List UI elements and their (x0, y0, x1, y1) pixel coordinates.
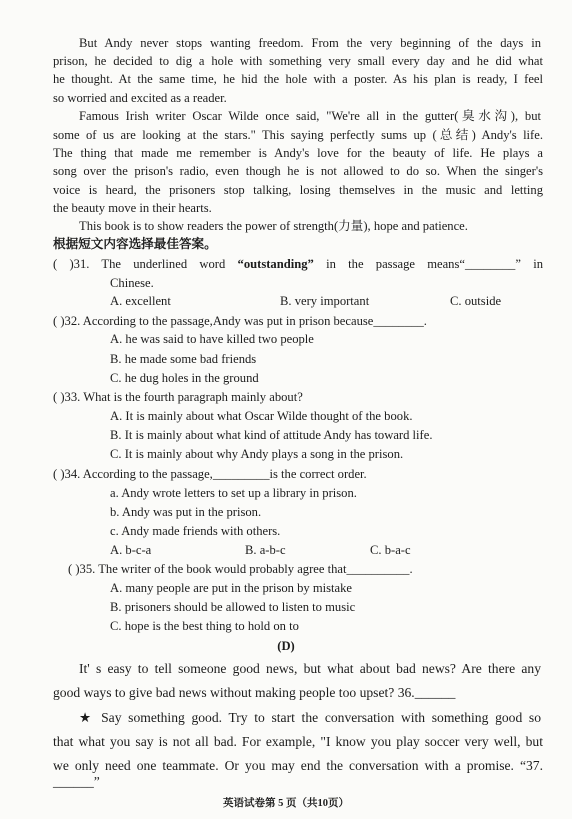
option-a: A. b-c-a (110, 543, 152, 557)
passage-line: we only need one teammate. Or you may end the conversation with a promise. “37. (53, 758, 543, 773)
option-b: B. very important (280, 294, 370, 308)
passage-line: that what you say is not all bad. For example, "I know you play soccer very well, but (53, 734, 543, 749)
option-a: A. It is mainly about what Oscar Wilde thought of the book. (110, 409, 413, 423)
option-c: C. It is mainly about why Andy plays a song in the prison. (110, 447, 404, 461)
option-b: B. a-b-c (245, 543, 286, 557)
passage-line: some of us are looking at the stars." This saying perfectly sums up (总结) Andy's life. (53, 128, 543, 142)
question-35-stem: ( )35. The writer of the book would probably agree that__________. (68, 562, 413, 576)
option-c: C. hope is the best thing to hold on to (110, 619, 299, 633)
event-c: c. Andy made friends with others. (110, 524, 281, 538)
option-a: A. excellent (110, 294, 171, 308)
question-32-stem: ( )32. According to the passage,Andy was put in prison because________. (53, 314, 427, 328)
question-31-stem: ( )31. The underlined word “outstanding” in the passage means“________” in (53, 257, 543, 271)
option-c: C. b-a-c (370, 543, 411, 557)
event-a: a. Andy wrote letters to set up a library in prison. (110, 486, 357, 500)
passage-line: ______” (53, 774, 100, 789)
passage-line: ★ Say something good. Try to start the conversation with something good so (79, 710, 541, 725)
option-a: A. many people are put in the prison by mistake (110, 581, 353, 595)
option-c: C. he dug holes in the ground (110, 371, 259, 385)
passage-line: But Andy never stops wanting freedom. From the very beginning of the days in (79, 36, 541, 50)
passage-line: song over the prison's radio, even though he is not allowed to do so. When the singer's (53, 164, 543, 178)
passage-line: The thing that made me remember is Andy's love for the beauty of life. He plays a (53, 146, 543, 160)
page-footer: 英语试卷第 5 页（共10页） (223, 798, 349, 809)
passage-line: so worried and excited as a reader. (53, 91, 227, 105)
passage-line: good ways to give bad news without making people too upset? 36.______ (53, 685, 456, 700)
passage-line: Famous Irish writer Oscar Wilde once said, "We're all in the gutter(臭水沟), but (79, 109, 541, 123)
option-b: B. It is mainly about what kind of attitude Andy has toward life. (110, 428, 433, 442)
question-33-stem: ( )33. What is the fourth paragraph mainly about? (53, 390, 303, 404)
option-b: B. prisoners should be allowed to listen to music (110, 600, 356, 614)
question-34-stem: ( )34. According to the passage,_________is the correct order. (53, 467, 367, 481)
passage-line: prison, he decided to dig a hole with something very small every day and he did what (53, 54, 543, 68)
passage-line: the beauty move in their hearts. (53, 201, 212, 215)
passage-line: voice is heard, the prisoners stop talking, losing themselves in the music and letting (53, 183, 543, 197)
passage-line: It' s easy to tell someone good news, but what about bad news? Are there any (79, 661, 541, 676)
event-b: b. Andy was put in the prison. (110, 505, 262, 519)
option-b: B. he made some bad friends (110, 352, 257, 366)
passage-line: he thought. At the same time, he hid the hole with a poster. As his plan is ready, I feel (53, 72, 543, 86)
passage-line: This book is to show readers the power of strength(力量), hope and patience. (79, 219, 468, 233)
question-31-stem-cont: Chinese. (110, 276, 154, 290)
instruction: 根据短文内容选择最佳答案。 (53, 237, 217, 251)
section-heading: (D) (277, 639, 295, 653)
option-a: A. he was said to have killed two people (110, 332, 314, 346)
option-c: C. outside (450, 294, 502, 308)
